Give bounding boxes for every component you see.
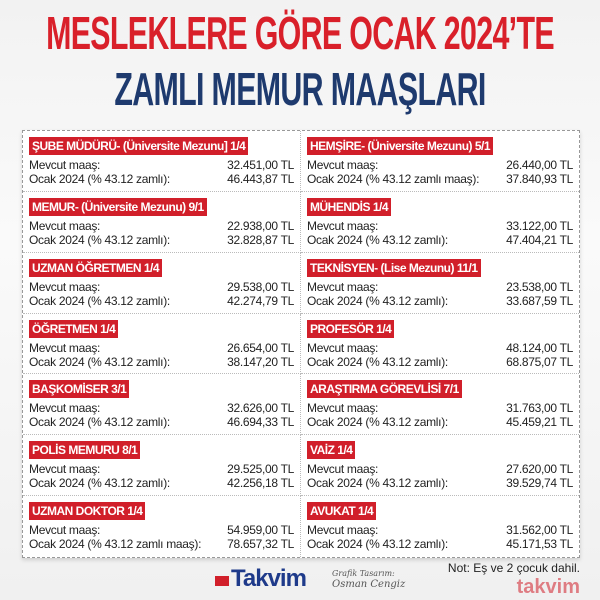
- current-label: Mevcut maaş:: [307, 462, 379, 477]
- new-label: Ocak 2024 (% 43.12 zamlı):: [29, 293, 170, 308]
- salary-card: [301, 374, 579, 435]
- salary-card: [23, 253, 301, 314]
- salary-card: [301, 131, 579, 192]
- new-salary-row: [307, 233, 573, 247]
- current-value: 32.451,00 TL: [227, 158, 294, 172]
- new-label: Ocak 2024 (% 43.12 zamlı):: [307, 232, 448, 247]
- job-title: AVUKAT 1/4: [307, 502, 376, 520]
- current-salary-row: [307, 523, 573, 537]
- new-label: Ocak 2024 (% 43.12 zamlı):: [307, 537, 448, 552]
- current-value: 27.620,00 TL: [506, 462, 573, 477]
- current-label: Mevcut maaş:: [29, 218, 101, 233]
- current-value: 23.538,00 TL: [506, 279, 573, 294]
- title-line-1: MESLEKLERE GÖRE OCAK 2024’TE: [46, 7, 554, 59]
- new-value: 42.256,18 TL: [227, 476, 294, 491]
- current-value: 54.959,00 TL: [227, 523, 294, 538]
- design-credit: [332, 568, 405, 590]
- new-value: 42.274,79 TL: [227, 293, 294, 308]
- job-title: ÖĞRETMEN 1/4: [29, 320, 118, 338]
- salary-card: [23, 131, 301, 192]
- salary-card: [23, 314, 301, 375]
- new-value: 37.840,93 TL: [506, 172, 573, 186]
- current-value: 31.763,00 TL: [506, 401, 573, 416]
- new-value: 32.828,87 TL: [227, 232, 294, 247]
- new-label: Ocak 2024 (% 43.12 zamlı):: [29, 232, 170, 247]
- current-salary-row: [29, 523, 294, 537]
- current-label: Mevcut maaş:: [307, 218, 379, 233]
- footnote: Not: Eş ve 2 çocuk dahil.: [447, 561, 580, 575]
- new-value: 46.694,33 TL: [227, 415, 294, 430]
- new-salary-row: [307, 537, 573, 551]
- takvim-logo: [215, 566, 306, 592]
- job-title: VAİZ 1/4: [307, 441, 355, 459]
- current-salary-row: [29, 401, 294, 415]
- new-salary-row: [29, 172, 294, 186]
- current-label: Mevcut maaş:: [29, 462, 101, 477]
- current-value: 26.440,00 TL: [506, 158, 573, 172]
- new-salary-row: [29, 294, 294, 308]
- new-value: 33.687,59 TL: [506, 293, 573, 308]
- new-label: Ocak 2024 (% 43.12 zamlı):: [307, 293, 448, 308]
- salary-grid: [22, 130, 580, 558]
- salary-card: [301, 435, 579, 496]
- current-value: 31.562,00 TL: [506, 523, 573, 538]
- current-salary-row: [29, 280, 294, 294]
- new-label: Ocak 2024 (% 43.12 zamlı maaş):: [29, 537, 202, 552]
- new-label: Ocak 2024 (% 43.12 zamlı):: [29, 354, 170, 369]
- new-value: 39.529,74 TL: [506, 476, 573, 491]
- job-title: POLİS MEMURU 8/1: [29, 441, 140, 459]
- current-salary-row: [307, 219, 573, 233]
- new-value: 68.875,07 TL: [506, 354, 573, 369]
- new-salary-row: [307, 415, 573, 429]
- new-label: Ocak 2024 (% 43.12 zamlı):: [307, 415, 448, 430]
- current-label: Mevcut maaş:: [307, 158, 379, 172]
- current-salary-row: [307, 341, 573, 355]
- current-label: Mevcut maaş:: [29, 279, 101, 294]
- new-value: 78.657,32 TL: [227, 537, 294, 552]
- job-title: PROFESÖR 1/4: [307, 320, 394, 338]
- new-salary-row: [29, 355, 294, 369]
- current-salary-row: [307, 158, 573, 172]
- job-title: UZMAN ÖĞRETMEN 1/4: [29, 259, 162, 277]
- salary-card: [301, 192, 579, 253]
- new-salary-row: [307, 355, 573, 369]
- current-label: Mevcut maaş:: [307, 340, 379, 355]
- current-value: 48.124,00 TL: [506, 340, 573, 355]
- current-salary-row: [29, 158, 294, 172]
- new-value: 46.443,87 TL: [227, 172, 294, 186]
- current-label: Mevcut maaş:: [307, 279, 379, 294]
- current-value: 29.538,00 TL: [227, 279, 294, 294]
- current-salary-row: [29, 219, 294, 233]
- current-salary-row: [307, 280, 573, 294]
- watermark-logo: takvim: [516, 576, 580, 598]
- flag-icon: [215, 576, 229, 586]
- job-title: ŞUBE MÜDÜRÜ- (Üniversite Mezunu] 1/4: [29, 137, 248, 155]
- new-label: Ocak 2024 (% 43.12 zamlı):: [307, 476, 448, 491]
- job-title: MEMUR- (Üniversite Mezunu) 9/1: [29, 198, 207, 216]
- new-label: Ocak 2024 (% 43.12 zamlı):: [307, 354, 448, 369]
- current-salary-row: [29, 341, 294, 355]
- logo-text: Takvim: [231, 565, 306, 592]
- new-label: Ocak 2024 (% 43.12 zamlı):: [29, 172, 170, 186]
- new-salary-row: [29, 415, 294, 429]
- new-label: Ocak 2024 (% 43.12 zamlı maaş):: [307, 172, 480, 186]
- job-title: TEKNİSYEN- (Lise Mezunu) 11/1: [307, 259, 481, 277]
- salary-card: [23, 435, 301, 496]
- new-label: Ocak 2024 (% 43.12 zamlı):: [29, 476, 170, 491]
- current-salary-row: [307, 401, 573, 415]
- current-value: 29.525,00 TL: [227, 462, 294, 477]
- current-value: 32.626,00 TL: [227, 401, 294, 416]
- current-label: Mevcut maaş:: [29, 401, 101, 416]
- new-salary-row: [29, 537, 294, 551]
- current-value: 26.654,00 TL: [227, 340, 294, 355]
- current-value: 22.938,00 TL: [227, 218, 294, 233]
- new-value: 45.171,53 TL: [506, 537, 573, 552]
- current-label: Mevcut maaş:: [307, 523, 379, 538]
- salary-card: [301, 253, 579, 314]
- salary-card: [301, 496, 579, 557]
- new-salary-row: [307, 172, 573, 186]
- new-salary-row: [29, 476, 294, 490]
- current-label: Mevcut maaş:: [29, 158, 101, 172]
- salary-card: [23, 374, 301, 435]
- new-value: 38.147,20 TL: [227, 354, 294, 369]
- new-value: 45.459,21 TL: [506, 415, 573, 430]
- new-label: Ocak 2024 (% 43.12 zamlı):: [29, 415, 170, 430]
- job-title: BAŞKOMİSER 3/1: [29, 380, 129, 398]
- current-value: 33.122,00 TL: [506, 218, 573, 233]
- current-salary-row: [29, 462, 294, 476]
- current-salary-row: [307, 462, 573, 476]
- job-title: MÜHENDİS 1/4: [307, 198, 391, 216]
- credit-label: Grafik Tasarım:: [332, 569, 395, 578]
- title-line-2: ZAMLI MEMUR MAAŞLARI: [114, 63, 486, 115]
- current-label: Mevcut maaş:: [307, 401, 379, 416]
- new-salary-row: [29, 233, 294, 247]
- credit-name: Osman Cengiz: [332, 579, 406, 590]
- salary-card: [23, 496, 301, 557]
- new-salary-row: [307, 294, 573, 308]
- new-salary-row: [307, 476, 573, 490]
- job-title: ARAŞTIRMA GÖREVLİSİ 7/1: [307, 380, 462, 398]
- job-title: HEMŞİRE- (Üniversite Mezunu) 5/1: [307, 137, 493, 155]
- salary-card: [301, 314, 579, 375]
- new-value: 47.404,21 TL: [506, 232, 573, 247]
- job-title: UZMAN DOKTOR 1/4: [29, 502, 145, 520]
- current-label: Mevcut maaş:: [29, 340, 101, 355]
- salary-card: [23, 192, 301, 253]
- current-label: Mevcut maaş:: [29, 523, 101, 538]
